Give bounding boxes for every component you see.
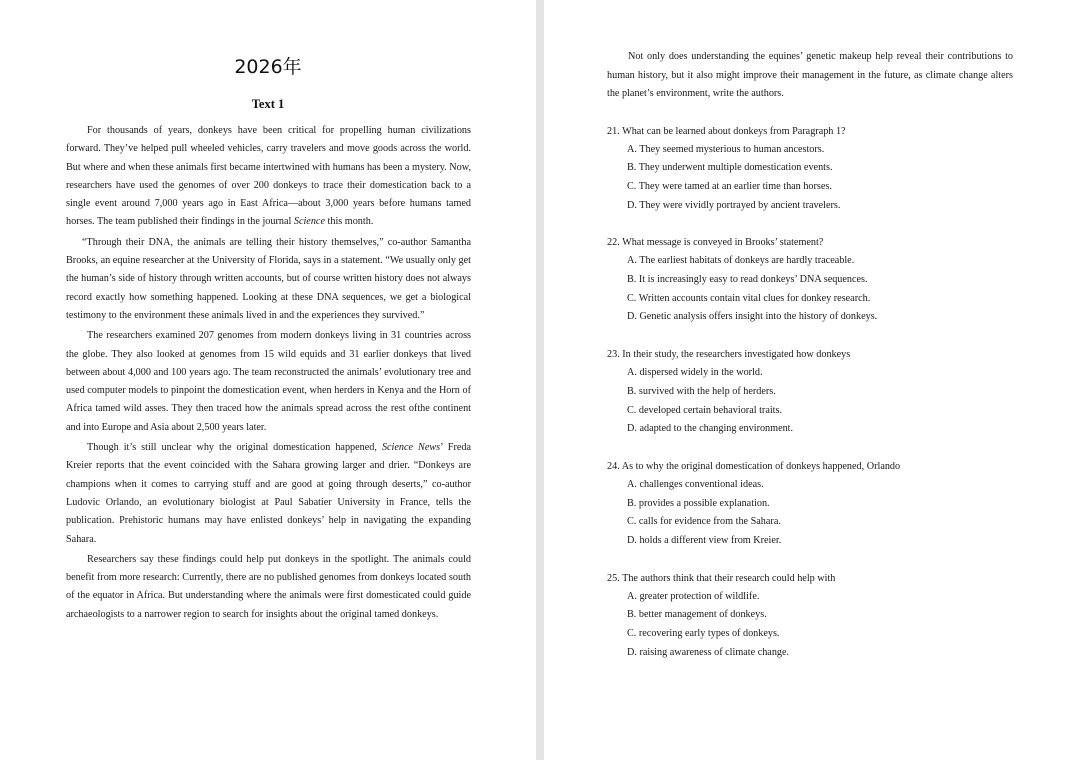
questions-column [607, 48, 1013, 681]
question-22 [607, 233, 1013, 327]
option-d: D. adapted to the changing environment. [627, 423, 794, 435]
question-21 [607, 122, 1013, 216]
question-25 [607, 569, 1013, 663]
option-d: D. They were vividly portrayed by ancient travelers. [627, 199, 841, 211]
option-c: C. developed certain behavioral traits. [627, 404, 783, 416]
option-a: A. dispersed widely in the world. [627, 367, 763, 379]
passage-paragraph-2: “Through their DNA, the animals are telling their history themselves,” co-author Samantha Brooks, an equine researcher at the University of Florida, says in a statement. “We usually only get the human’s side of history through written accounts, but of course written history does not always record exactly how something happened. Looking at these DNA sequences, we get a biological testimony to the environment these animals lived in and the experiences they survived.” [66, 236, 471, 321]
option-a: A. challenges conventional ideas. [627, 478, 764, 490]
option-c: C. They were tamed at an earlier time than horses. [627, 180, 832, 192]
option-b: B. provides a possible explanation. [627, 497, 770, 509]
exam-year-heading: 2026年 [234, 56, 302, 78]
passage-paragraph-1: For thousands of years, donkeys have been critical for propelling human civilizations forward. They’ve helped pull wheeled vehicles, carry travelers and move goods across the world. But where and when these animals first became intertwined with humans has been a mystery. Now, researchers have used the genomes of over 200 donkeys to trace their domestication back to a single event around 7,000 years ago in East Africa—about 3,000 years before humans tamed horses. The team published their findings in the journal Science this month. [66, 125, 471, 228]
option-b: B. They underwent multiple domestication events. [627, 162, 833, 174]
option-d: D. holds a different view from Kreier. [627, 535, 782, 547]
passage-paragraph-4: Though it’s still unclear why the original domestication happened, Science News’ Freda Kreier reports that the event coincided with the Sahara growing larger and drier. “Donkeys are champions when it comes to carrying stuff and are good at going through deserts,” co-author Ludovic Orlando, an evolutionary biologist at Paul Sabatier University in France, tells the publication. Prehistoric humans may have enlisted donkeys’ help in navigating the expanding Sahara. [66, 442, 471, 545]
option-d: D. raising awareness of climate change. [627, 646, 790, 658]
publication-name: Science News [381, 442, 441, 454]
passage-paragraph-6: Not only does understanding the equines’ genetic makeup help reveal their contributions to human history, but it also might improve their management in the future, as climate change alters the planet’s environment, write the authors. [607, 51, 1013, 99]
option-a: A. They seemed mysterious to human ancestors. [627, 143, 825, 155]
option-c: C. Written accounts contain vital clues for donkey research. [627, 292, 871, 304]
question-stem: 24. As to why the original domestication of donkeys happened, Orlando [607, 460, 901, 472]
question-24 [607, 457, 1013, 551]
option-b: B. It is increasingly easy to read donkeys’ DNA sequences. [627, 274, 868, 286]
question-stem: 21. What can be learned about donkeys from Paragraph 1? [607, 125, 846, 137]
option-a: A. The earliest habitats of donkeys are hardly traceable. [627, 255, 855, 267]
passage-paragraph-5: Researchers say these findings could help put donkeys in the spotlight. The animals could benefit from more research: Currently, there are no published genomes from donkeys located south of the equator in Africa. But understanding where the animals were first domesticated could guide archaeologists to a narrower region to search for insights about the original tamed donkeys. [66, 553, 471, 620]
question-stem: 25. The authors think that their research could help with [607, 572, 836, 584]
text-title: Text 1 [251, 97, 285, 111]
journal-name: Science [293, 216, 325, 228]
question-stem: 23. In their study, the researchers investigated how donkeys [607, 349, 851, 361]
option-b: B. better management of donkeys. [627, 609, 767, 621]
option-b: B. survived with the help of herders. [627, 385, 776, 397]
question-stem: 22. What message is conveyed in Brooks’ statement? [607, 237, 824, 249]
option-a: A. greater protection of wildlife. [627, 590, 760, 602]
passage-paragraph-3: The researchers examined 207 genomes from modern donkeys living in 31 countries across the globe. They also looked at genomes from 15 wild equids and 31 earlier donkeys that lived between about 4,000 and 100 years ago. The team reconstructed the animals’ evolutionary tree and used computer models to pinpoint the domestication event, when herders in Kenya and the Horn of Africa tamed wild asses. They then traced how the animals spread across the rest ofthe continent and into Europe and Asia about 2,500 years later. [66, 330, 471, 433]
question-23 [607, 345, 1013, 439]
option-c: C. recovering early types of donkeys. [627, 628, 780, 640]
option-c: C. calls for evidence from the Sahara. [627, 516, 781, 528]
option-d: D. Genetic analysis offers insight into the history of donkeys. [627, 311, 878, 323]
passage-body [66, 122, 471, 626]
